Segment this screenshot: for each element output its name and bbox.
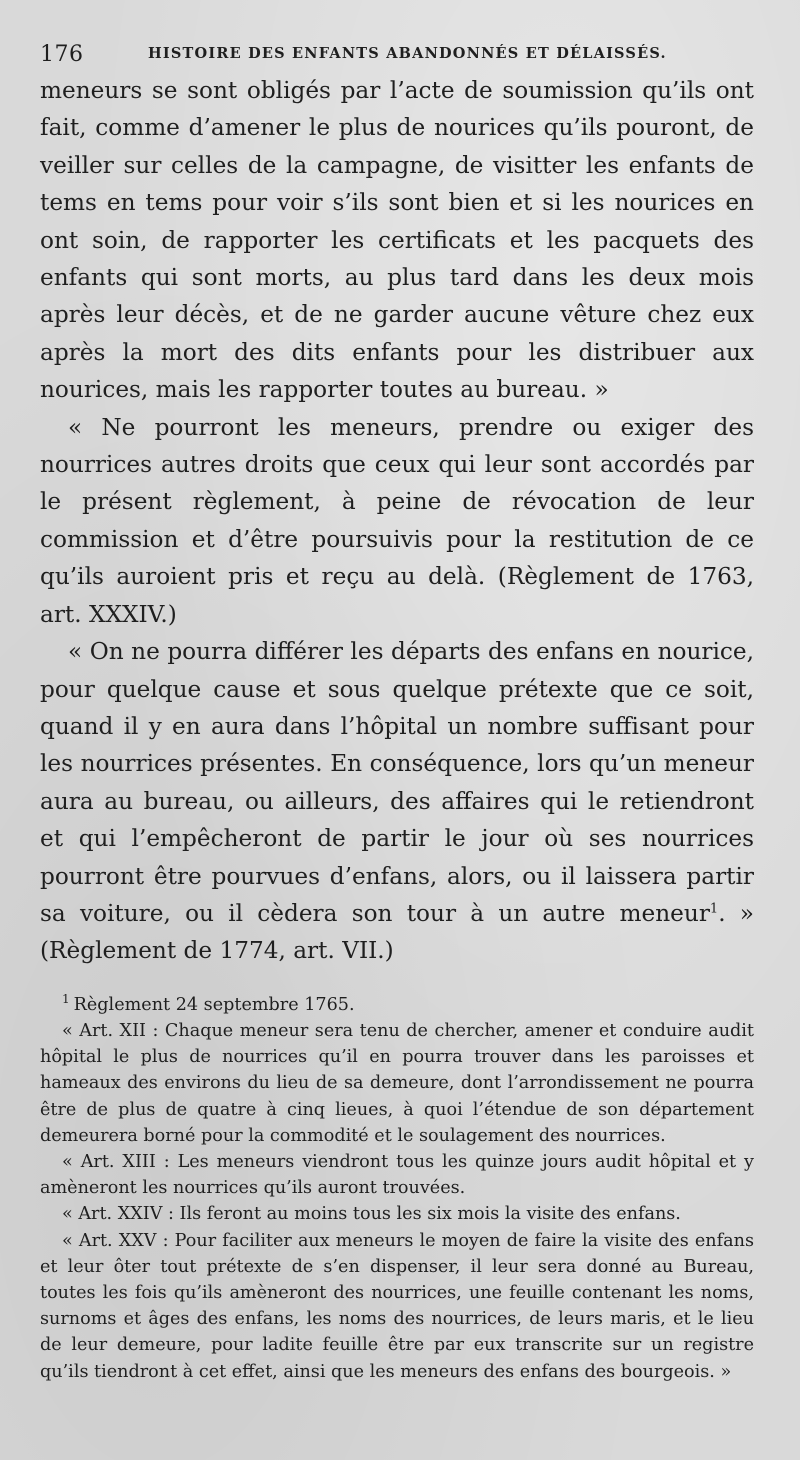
paragraph-3: [40, 633, 754, 970]
footnotes: [40, 992, 754, 1385]
footnote-art-xxv: « Art. XXV : Pour faciliter aux meneurs le moyen de faire la visite des enfans et leur ôter tout prétexte de s’en dispenser, il leur sera donné au Bureau, toutes les fois qu’ils amèneront des nourrices, une feuille contenant les noms, surnoms et âges des enfans, les noms des nourrices, de leurs maris, et le lieu de leur demeure, pour ladite feuille être par eux transcrite sur un registre qu’ils tiendront à cet effet, ainsi que les meneurs des enfans des bourgeois. »: [40, 1230, 754, 1382]
footnote-art-xxiv: « Art. XXIV : Ils feront au moins tous les six mois la visite des enfans.: [62, 1204, 681, 1225]
paragraph-3-end: . » (Règlement de 1774, art. VII.): [40, 899, 754, 965]
footnote-mark: 1: [62, 991, 70, 1006]
page-number: 176: [40, 42, 84, 67]
footnote-1: [40, 992, 754, 1018]
paragraph-2: « Ne pourront les meneurs, prendre ou exiger des nourrices autres droits que ceux qui leur sont accordés par le présent règlement, à peine de révocation de leur commission et d’être poursuivis pour la restitution de ce qu’ils auroient pris et reçu au delà. (Règlement de 1763, art. XXXIV.): [40, 413, 754, 628]
footnote-1-text: Règlement 24 septembre 1765.: [73, 994, 355, 1015]
body-text: [40, 72, 754, 970]
footnote-reference: 1: [709, 901, 719, 917]
footnote-art-xiii: « Art. XIII : Les meneurs viendront tous les quinze jours audit hôpital et y amèneront les nourrices qu’ils auront trouvées.: [40, 1151, 754, 1199]
running-head: [40, 28, 754, 68]
running-title: HISTOIRE DES ENFANTS ABANDONNÉS ET DÉLAISSÉS.: [148, 45, 667, 62]
paragraph-3-text: « On ne pourra différer les départs des enfans en nourice, pour quelque cause et sous quelque prétexte que ce soit, quand il y en aura dans l’hôpital un nombre suffisant pour les nourrices présentes. En conséquence, lors qu’un meneur aura au bureau, ou ailleurs, des affaires qui le retiendront et qui l’empêcheront de partir le jour où ses nourrices pourront être pourvues d’enfans, alors, ou il laissera partir sa voiture, ou il cèdera son tour à un autre meneur: [40, 638, 754, 927]
footnote-art-xii: « Art. XII : Chaque meneur sera tenu de chercher, amener et conduire audit hôpital le plus de nourrices qu’il en pourra trouver dans les paroisses et hameaux des environs du lieu de sa demeure, dont l’arrondissement ne pourra être de plus de quatre à cinq lieues, à quoi l’étendue de son département demeurera borné pour la commodité et le soulagement des nourrices.: [40, 1020, 754, 1146]
paragraph-1: meneurs se sont obligés par l’acte de soumission qu’ils ont fait, comme d’amener le plus de nourices qu’ils pouront, de veiller sur celles de la campagne, de visitter les enfants de tems en tems pour voir s’ils sont bien et si les nourices en ont soin, de rapporter les certificats et les pacquets des enfants qui sont morts, au plus tard dans les deux mois après leur décès, et de ne garder aucune vêture chez eux après la mort des dits enfants pour les distribuer aux nourices, mais les rapporter toutes au bureau. »: [40, 77, 754, 404]
